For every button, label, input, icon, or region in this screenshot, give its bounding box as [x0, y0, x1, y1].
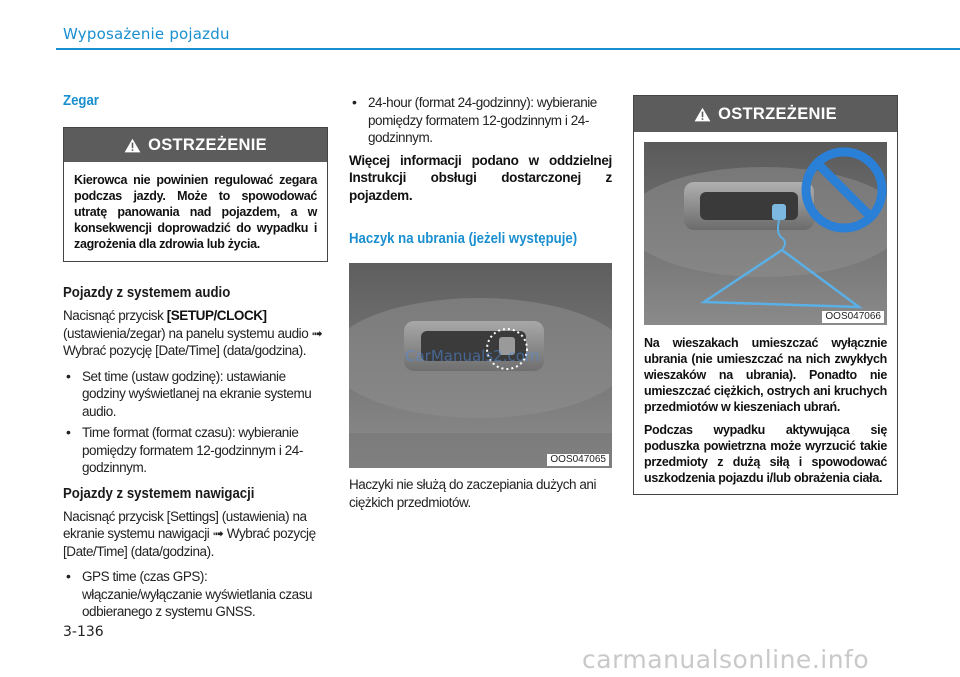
section-title-clock: Zegar [63, 92, 99, 109]
audio-instructions-post: (ustawienia/zegar) na panelu systemu audio ➟ Wybrać pozycję [Date/Time] (data/godzina). [63, 325, 323, 358]
warning-paragraph: Podczas wypadku aktywująca się poduszka powietrzna może wyrzucić takie przedmioty z dużą siłą i spowodować uszkodzenia pojazdu i/lub obrażenia ciała. [644, 423, 887, 485]
warning-heading: OSTRZEŻENIE [718, 104, 837, 123]
page-section-title: Wyposażenie pojazdu [63, 25, 230, 43]
list-item: • 24-hour (format 24-godzinny): wybieranie pomiędzy formatem 12-godzinnym i 24-godzinnym. [352, 94, 597, 145]
warning-triangle-icon [124, 138, 141, 153]
more-info-text: Więcej informacji podano w oddzielnej Instrukcji obsługi dostarczonej z pojazdem. [349, 152, 612, 203]
format-bullet-list [349, 94, 612, 147]
list-item: • GPS time (czas GPS): włączanie/wyłączanie wyświetlania czasu odbieranego z systemu GNSS. [66, 568, 313, 619]
watermark-text: CarManuals2.com [405, 347, 540, 365]
navigation-bullet-list [63, 568, 328, 621]
clothes-hook-note: Haczyki nie służą do zaczepiania dużych ani ciężkich przedmiotów. [349, 477, 597, 510]
clothes-hook-photo [349, 263, 612, 468]
section-title-clothes-hook: Haczyk na ubrania (jeżeli występuje) [349, 230, 578, 247]
page-number: 3-136 [63, 624, 104, 640]
clothes-hook-illustration [349, 263, 612, 468]
header-divider [56, 48, 960, 50]
warning-triangle-icon [694, 107, 711, 122]
list-item: • Time format (format czasu): wybieranie pomiędzy formatem 12-godzinnym i 24-godzinnym. [66, 424, 303, 475]
warning-header [634, 96, 897, 132]
warning-text: Kierowca nie powinien regulować zegara podczas jazdy. Może to spowodować utratę panowania nad pojazdem, a w konsekwencji doprowadzić do wypadku i zagrożenia dla zdrowia lub życia. [74, 173, 317, 251]
audio-instructions-pre: Nacisnąć przycisk [63, 308, 167, 323]
subsection-title-navigation: Pojazdy z systemem nawigacji [63, 484, 255, 502]
column-left [63, 92, 328, 625]
warning-heading: OSTRZEŻENIE [148, 135, 267, 154]
setup-clock-key: [SETUP/CLOCK] [166, 308, 267, 323]
warning-paragraph: Na wieszakach umieszczać wyłącznie ubrania (nie umieszczać na nich zwykłych wieszaków na ubrania). Ponadto nie umieszczać ciężkich, ostrych ani kruchych przedmiotów w kieszeniach ubrań. [644, 336, 887, 414]
audio-bullet-list [63, 368, 328, 477]
column-middle [349, 94, 612, 511]
audio-instructions [63, 307, 328, 360]
hanger-warning-photo [644, 142, 887, 325]
photo-code-label: OOS047066 [822, 311, 884, 323]
hanger-prohibition-illustration [644, 142, 887, 325]
warning-header [64, 128, 327, 162]
photo-code-label: OOS047065 [547, 454, 609, 466]
site-watermark: carmanualsonline.info [582, 645, 870, 674]
subsection-title-audio: Pojazdy z systemem audio [63, 284, 231, 301]
navigation-instructions: Nacisnąć przycisk [Settings] (ustawienia) na ekranie systemu nawigacji ➟ Wybrać pozycję [Date/Time] (data/godzina). [63, 508, 316, 559]
hanger-warning-text [634, 325, 897, 494]
list-item: • Set time (ustaw godzinę): ustawianie godziny wyświetlanej na ekranie systemu audio. [66, 367, 312, 419]
warning-box-hanger [633, 95, 898, 495]
warning-box-clock [63, 127, 328, 262]
